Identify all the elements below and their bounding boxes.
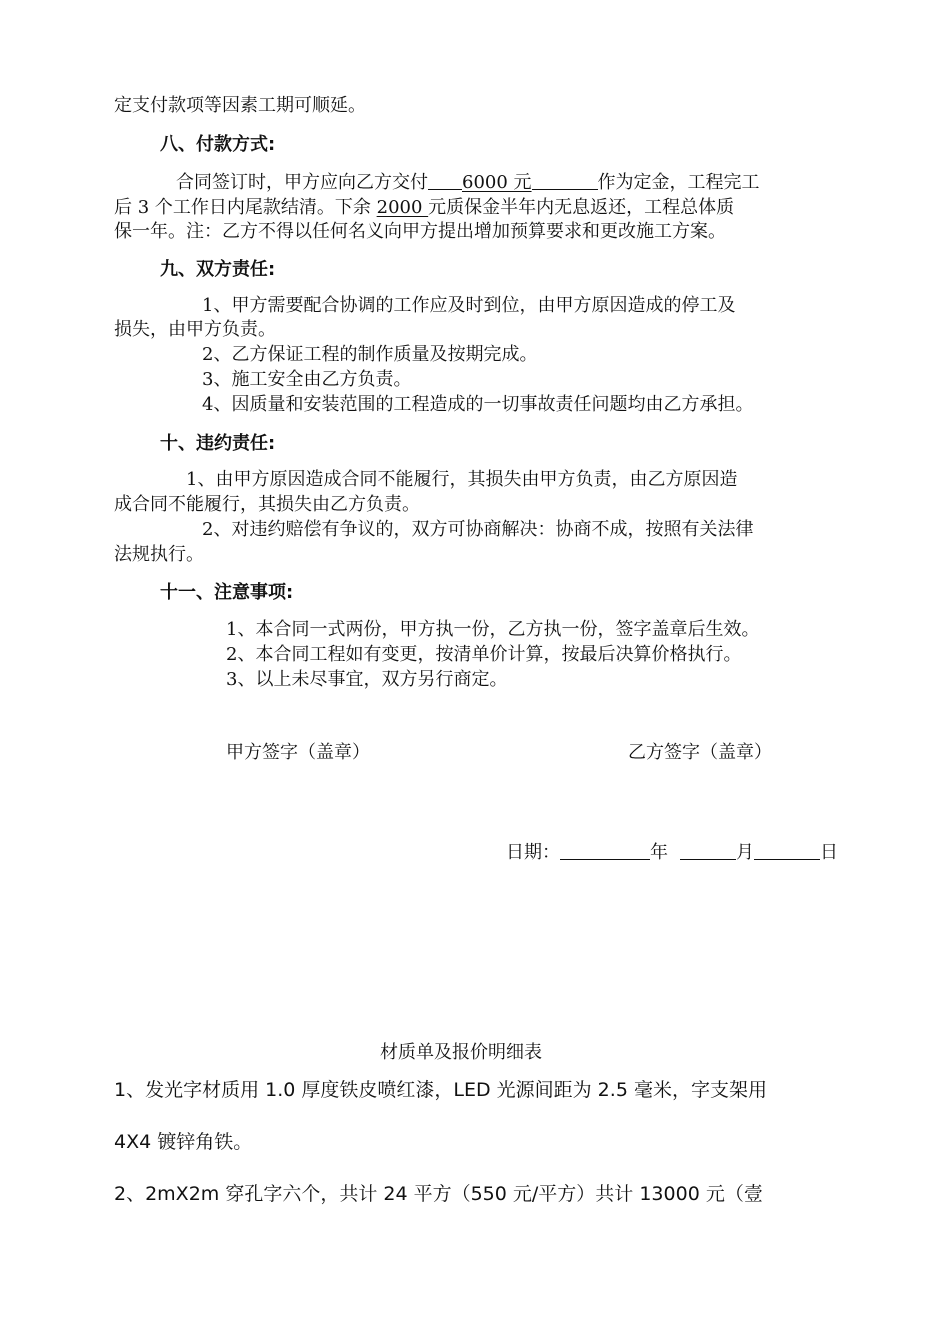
party-a-signature-label: 甲方签字（盖章） — [226, 742, 370, 763]
section-8-line-1-pre: 合同签订时，甲方应向乙方交付 — [176, 172, 428, 193]
day-label: 日 — [820, 842, 838, 863]
section-9-item-1-line-2: 损失，由甲方负责。 — [114, 319, 276, 340]
quote-item-2-line-1: 2、2mX2m 穿孔字六个，共计 24 平方（550 元/平方）共计 13000 元（壹 — [114, 1183, 763, 1205]
section-10-item-1-line-1: 1、由甲方原因造成合同不能履行，其损失由甲方负责，由乙方原因造 — [186, 469, 738, 490]
date-line — [506, 841, 838, 865]
section-8-line-3: 保一年。注：乙方不得以任何名义向甲方提出增加预算要求和更改施工方案。 — [114, 221, 726, 242]
month-blank — [680, 841, 736, 860]
section-10-item-2-line-1: 2、对违约赔偿有争议的，双方可协商解决：协商不成，按照有关法律 — [202, 519, 754, 540]
section-8-line-1 — [176, 171, 760, 195]
section-9-item-2: 2、乙方保证工程的制作质量及按期完成。 — [202, 344, 538, 365]
section-9-heading: 九、双方责任: — [160, 259, 276, 280]
amount-leading-blank — [428, 171, 462, 190]
date-label: 日期： — [506, 842, 560, 863]
quote-title: 材质单及报价明细表 — [380, 1042, 542, 1063]
continued-line: 定支付款项等因素工期可顺延。 — [114, 95, 366, 116]
quote-item-1-line-2: 4X4 镀锌角铁。 — [114, 1131, 253, 1153]
deposit-amount: 6000 元 — [462, 172, 532, 193]
section-8-line-2-post: 元质保金半年内无息返还，工程总体质 — [428, 197, 735, 218]
month-label: 月 — [736, 842, 754, 863]
section-8-line-2-pre: 后 3 个工作日内尾款结清。下余 — [114, 197, 377, 218]
section-8-heading: 八、付款方式: — [160, 134, 276, 155]
party-b-signature-label: 乙方签字（盖章） — [628, 742, 772, 763]
day-blank — [754, 841, 820, 860]
section-8-line-2 — [114, 196, 734, 220]
section-8-line-1-post: 作为定金，工程完工 — [597, 172, 760, 193]
warranty-amount: 2000 — [376, 197, 429, 218]
section-10-heading: 十、违约责任: — [160, 433, 276, 454]
section-11-item-1: 1、本合同一式两份，甲方执一份，乙方执一份，签字盖章后生效。 — [226, 619, 760, 640]
section-10-item-2-line-2: 法规执行。 — [114, 544, 204, 565]
section-10-item-1-line-2: 成合同不能履行，其损失由乙方负责。 — [114, 494, 420, 515]
section-11-item-2: 2、本合同工程如有变更，按清单价计算，按最后决算价格执行。 — [226, 644, 742, 665]
quote-item-1-line-1: 1、发光字材质用 1.0 厚度铁皮喷红漆，LED 光源间距为 2.5 毫米，字支架用 — [114, 1079, 767, 1101]
section-9-item-3: 3、施工安全由乙方负责。 — [202, 369, 412, 390]
year-blank — [560, 841, 650, 860]
section-9-item-4: 4、因质量和安装范围的工程造成的一切事故责任问题均由乙方承担。 — [202, 394, 754, 415]
section-9-item-1-line-1: 1、甲方需要配合协调的工作应及时到位，由甲方原因造成的停工及 — [202, 295, 736, 316]
section-11-item-3: 3、以上未尽事宜，双方另行商定。 — [226, 669, 508, 690]
year-label: 年 — [650, 842, 668, 863]
section-11-heading: 十一、注意事项: — [160, 582, 294, 603]
amount-trailing-blank — [532, 171, 598, 190]
